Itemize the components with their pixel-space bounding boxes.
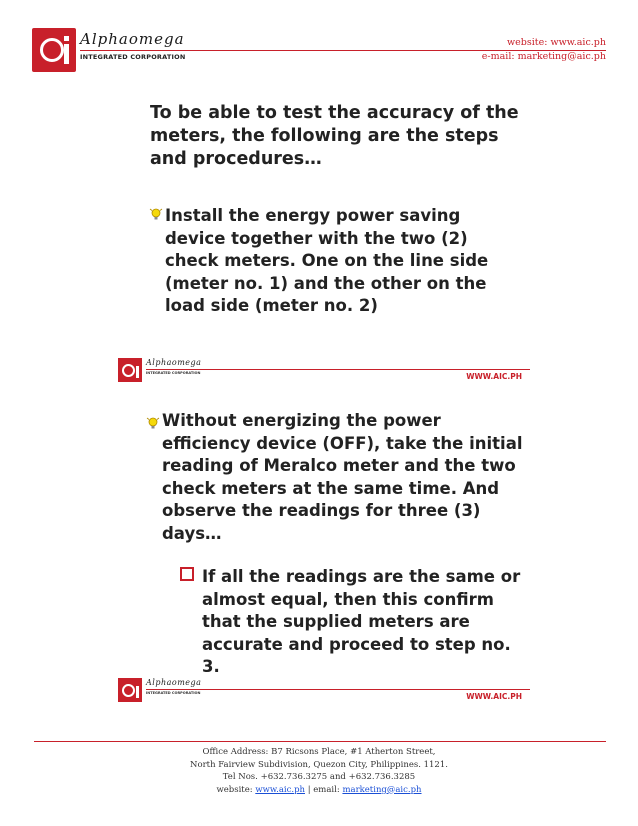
header-contact <box>482 36 606 64</box>
page-footer <box>0 746 638 796</box>
band-url: WWW.AIC.PH <box>466 692 522 701</box>
band-brand: Alphaomega <box>146 358 202 367</box>
header-website-link[interactable]: www.aic.ph <box>550 37 606 48</box>
slide-footer-band <box>118 678 530 702</box>
footer-email-link[interactable]: marketing@aic.ph <box>342 784 422 795</box>
website-label: website: <box>507 37 548 48</box>
footer-separator: | email: <box>305 784 343 795</box>
lightbulb-icon <box>149 207 163 221</box>
lightbulb-icon <box>146 416 160 430</box>
band-subtitle: INTEGRATED CORPORATION <box>146 691 201 695</box>
footer-website-link[interactable]: www.aic.ph <box>255 784 305 795</box>
step-2-text: Without energizing the power efficiency device (OFF), take the initial reading of Meralco meter and the two check meters at the same time. And observe the readings for three (3) days… <box>162 411 523 543</box>
company-logo-icon <box>32 28 76 72</box>
footer-address-line-2: North Fairview Subdivision, Quezon City, Philippines. 1121. <box>190 759 448 770</box>
footer-phone: Tel Nos. +632.736.3275 and +632.736.3285 <box>222 772 416 782</box>
footer-divider <box>34 741 606 742</box>
brand-subtitle: INTEGRATED CORPORATION <box>80 53 186 61</box>
band-url: WWW.AIC.PH <box>466 372 522 381</box>
footer-address-line-1: Office Address: B7 Ricsons Place, #1 Atherton Street, <box>202 747 436 757</box>
email-label: e-mail: <box>481 51 515 62</box>
band-subtitle: INTEGRATED CORPORATION <box>146 371 201 375</box>
slide-title: To be able to test the accuracy of the meters, the following are the steps and procedures… <box>150 103 519 169</box>
brand-name: Alphaomega <box>80 30 185 48</box>
footer-links <box>189 784 449 797</box>
checkbox-bullet-icon <box>180 567 194 581</box>
band-logo-icon <box>118 358 142 382</box>
band-divider <box>146 689 530 690</box>
band-divider <box>146 369 530 370</box>
slide-footer-band <box>118 358 530 382</box>
header-email-link[interactable]: marketing@aic.ph <box>517 51 606 62</box>
band-logo-icon <box>118 678 142 702</box>
band-brand: Alphaomega <box>146 678 202 687</box>
step-2-subtext: If all the readings are the same or almost equal, then this confirm that the supplied meters are accurate and proceed to step no. 3. <box>202 567 521 676</box>
footer-website-label: website: <box>216 784 253 795</box>
step-1-text: Install the energy power saving device together with the two (2) check meters. One on the line side (meter no. 1) and the other on the load side (meter no. 2) <box>165 206 489 315</box>
